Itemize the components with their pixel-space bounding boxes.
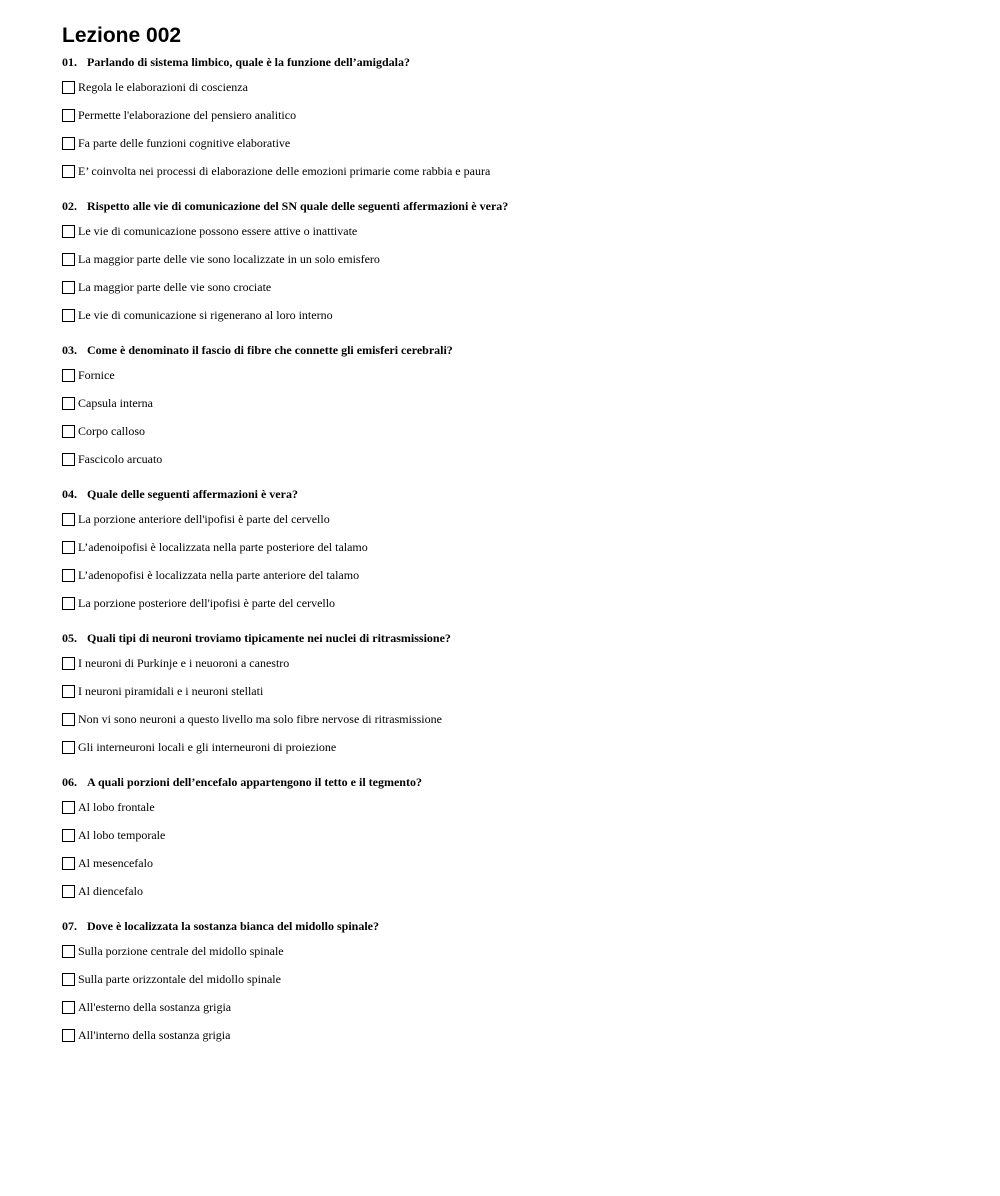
answer-option[interactable] xyxy=(62,589,962,617)
answer-label: Le vie di comunicazione si rigenerano al loro interno xyxy=(78,308,333,322)
answer-label: Corpo calloso xyxy=(78,424,145,438)
question-block xyxy=(62,630,962,761)
answer-label: L’adenoipofisi è localizzata nella parte posteriore del talamo xyxy=(78,540,368,554)
answer-checkbox[interactable] xyxy=(62,945,75,958)
answer-label: L’adenopofisi è localizzata nella parte anteriore del talamo xyxy=(78,568,360,582)
answer-option[interactable] xyxy=(62,793,962,821)
answer-label: Al diencefalo xyxy=(78,884,143,898)
answer-checkbox[interactable] xyxy=(62,81,75,94)
question-block xyxy=(62,198,962,329)
answer-label: Fornice xyxy=(78,368,115,382)
answer-label: Gli interneuroni locali e gli interneuroni di proiezione xyxy=(78,740,337,754)
question-label: Come è denominato il fascio di fibre che connette gli emisferi cerebrali? xyxy=(87,343,453,357)
answer-checkbox[interactable] xyxy=(62,109,75,122)
answer-option[interactable] xyxy=(62,877,962,905)
quiz-page xyxy=(62,22,962,1049)
question-number: 07. xyxy=(62,919,77,933)
question-label: Dove è localizzata la sostanza bianca del midollo spinale? xyxy=(87,919,379,933)
question-block xyxy=(62,774,962,905)
question-label: Rispetto alle vie di comunicazione del SN quale delle seguenti affermazioni è vera? xyxy=(87,199,509,213)
answer-checkbox[interactable] xyxy=(62,829,75,842)
answer-option[interactable] xyxy=(62,101,962,129)
question-number: 04. xyxy=(62,487,77,501)
answer-checkbox[interactable] xyxy=(62,425,75,438)
answer-checkbox[interactable] xyxy=(62,309,75,322)
answer-label: E’ coinvolta nei processi di elaborazione delle emozioni primarie come rabbia e paura xyxy=(78,164,491,178)
answer-checkbox[interactable] xyxy=(62,225,75,238)
answer-label: Sulla parte orizzontale del midollo spinale xyxy=(78,972,281,986)
question-text xyxy=(62,342,962,358)
answer-label: Fascicolo arcuato xyxy=(78,452,163,466)
answer-checkbox[interactable] xyxy=(62,801,75,814)
question-label: Quale delle seguenti affermazioni è vera? xyxy=(87,487,298,501)
answer-label: Fa parte delle funzioni cognitive elaborative xyxy=(78,136,291,150)
answer-checkbox[interactable] xyxy=(62,137,75,150)
answer-option[interactable] xyxy=(62,561,962,589)
answer-option[interactable] xyxy=(62,417,962,445)
answer-label: La porzione anteriore dell'ipofisi è parte del cervello xyxy=(78,512,330,526)
answer-option[interactable] xyxy=(62,273,962,301)
page-title: Lezione 002 xyxy=(62,24,182,47)
answer-checkbox[interactable] xyxy=(62,857,75,870)
answer-label: La maggior parte delle vie sono crociate xyxy=(78,280,272,294)
answer-label: Le vie di comunicazione possono essere attive o inattivate xyxy=(78,224,358,238)
answer-label: Al mesencefalo xyxy=(78,856,153,870)
answer-option[interactable] xyxy=(62,505,962,533)
answer-checkbox[interactable] xyxy=(62,369,75,382)
answer-checkbox[interactable] xyxy=(62,253,75,266)
answer-option[interactable] xyxy=(62,445,962,473)
answer-label: La porzione posteriore dell'ipofisi è parte del cervello xyxy=(78,596,336,610)
question-text xyxy=(62,54,962,70)
answer-label: I neuroni di Purkinje e i neuoroni a canestro xyxy=(78,656,290,670)
question-number: 06. xyxy=(62,775,77,789)
answer-option[interactable] xyxy=(62,649,962,677)
answer-label: Al lobo frontale xyxy=(78,800,155,814)
answer-option[interactable] xyxy=(62,733,962,761)
answer-checkbox[interactable] xyxy=(62,1029,75,1042)
answer-checkbox[interactable] xyxy=(62,713,75,726)
question-block xyxy=(62,342,962,473)
answer-checkbox[interactable] xyxy=(62,281,75,294)
answer-checkbox[interactable] xyxy=(62,885,75,898)
answer-checkbox[interactable] xyxy=(62,597,75,610)
answer-option[interactable] xyxy=(62,965,962,993)
answer-label: I neuroni piramidali e i neuroni stellati xyxy=(78,684,264,698)
answer-option[interactable] xyxy=(62,389,962,417)
answer-checkbox[interactable] xyxy=(62,165,75,178)
answer-checkbox[interactable] xyxy=(62,685,75,698)
answer-label: La maggior parte delle vie sono localizzate in un solo emisfero xyxy=(78,252,380,266)
answer-option[interactable] xyxy=(62,129,962,157)
question-number: 01. xyxy=(62,55,77,69)
question-block xyxy=(62,918,962,1049)
answer-option[interactable] xyxy=(62,937,962,965)
question-text xyxy=(62,918,962,934)
answer-checkbox[interactable] xyxy=(62,453,75,466)
answer-checkbox[interactable] xyxy=(62,397,75,410)
answer-option[interactable] xyxy=(62,217,962,245)
question-text xyxy=(62,198,962,214)
question-label: Parlando di sistema limbico, quale è la funzione dell’amigdala? xyxy=(87,55,411,69)
answer-checkbox[interactable] xyxy=(62,513,75,526)
question-text xyxy=(62,774,962,790)
answer-option[interactable] xyxy=(62,157,962,185)
answer-option[interactable] xyxy=(62,849,962,877)
answer-label: All'esterno della sostanza grigia xyxy=(78,1000,232,1014)
question-number: 02. xyxy=(62,199,77,213)
answer-checkbox[interactable] xyxy=(62,741,75,754)
question-block xyxy=(62,486,962,617)
question-number: 05. xyxy=(62,631,77,645)
answer-checkbox[interactable] xyxy=(62,569,75,582)
answer-option[interactable] xyxy=(62,993,962,1021)
answer-checkbox[interactable] xyxy=(62,541,75,554)
answer-checkbox[interactable] xyxy=(62,1001,75,1014)
question-text xyxy=(62,630,962,646)
answer-label: Permette l'elaborazione del pensiero analitico xyxy=(78,108,297,122)
answer-option[interactable] xyxy=(62,245,962,273)
question-text xyxy=(62,486,962,502)
answer-option[interactable] xyxy=(62,533,962,561)
question-block xyxy=(62,54,962,185)
answer-option[interactable] xyxy=(62,73,962,101)
answer-option[interactable] xyxy=(62,821,962,849)
answer-label: Regola le elaborazioni di coscienza xyxy=(78,80,248,94)
question-label: A quali porzioni dell’encefalo appartengono il tetto e il tegmento? xyxy=(87,775,422,789)
answer-checkbox[interactable] xyxy=(62,657,75,670)
answer-label: All'interno della sostanza grigia xyxy=(78,1028,231,1042)
answer-label: Non vi sono neuroni a questo livello ma solo fibre nervose di ritrasmissione xyxy=(78,712,442,726)
answer-checkbox[interactable] xyxy=(62,973,75,986)
answer-option[interactable] xyxy=(62,301,962,329)
answer-option[interactable] xyxy=(62,677,962,705)
answer-label: Al lobo temporale xyxy=(78,828,166,842)
answer-option[interactable] xyxy=(62,1021,962,1049)
question-number: 03. xyxy=(62,343,77,357)
answer-option[interactable] xyxy=(62,361,962,389)
answer-label: Sulla porzione centrale del midollo spinale xyxy=(78,944,284,958)
answer-option[interactable] xyxy=(62,705,962,733)
question-list xyxy=(62,54,962,1049)
question-label: Quali tipi di neuroni troviamo tipicamente nei nuclei di ritrasmissione? xyxy=(87,631,451,645)
answer-label: Capsula interna xyxy=(78,396,153,410)
